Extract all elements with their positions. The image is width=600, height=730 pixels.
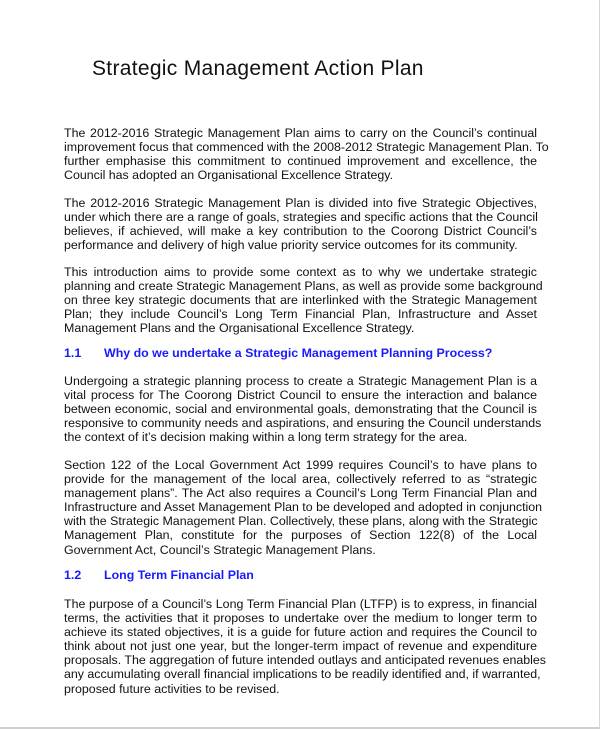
text-line: provide for the management of the local area, collectively referred to as “strategic bbox=[64, 472, 537, 487]
paragraph-intro-1 bbox=[64, 126, 549, 183]
text-line: proposed future activities to be revised. bbox=[64, 681, 280, 696]
text-line: believes, if achieved, will make a key contribution to the Coorong District Council’s bbox=[64, 224, 537, 239]
text-line: planning and create Strategic Management Plans, as well as provide some background bbox=[64, 279, 543, 294]
text-line: Council has adopted an Organisational Excellence Strategy. bbox=[64, 168, 394, 183]
text-line: any accumulating overall financial implications to be readily identified and, if warranted, bbox=[64, 667, 541, 682]
section-number: 1.1 bbox=[64, 346, 82, 360]
text-line: performance and delivery of high value priority service outcomes for its community. bbox=[64, 238, 518, 253]
text-line: Management Plan, constitute for the purposes of Section 122(8) of the Local bbox=[64, 528, 537, 543]
text-line: proposals. The aggregation of future intended outlays and anticipated revenues enables bbox=[64, 653, 546, 668]
text-line: under which there are a range of goals, strategies and specific actions that the Council bbox=[64, 210, 538, 225]
text-line: think about not just one year, but the longer-term impact of revenue and expenditure bbox=[64, 639, 537, 654]
section-heading-1-2 bbox=[64, 568, 254, 582]
page-title: Strategic Management Action Plan bbox=[92, 57, 424, 80]
text-line: vital process for The Coorong District Council to ensure the interaction and balance bbox=[64, 388, 537, 403]
text-line: The purpose of a Council’s Long Term Financial Plan (LTFP) is to express, in financial bbox=[64, 597, 537, 611]
section-heading-1-1 bbox=[64, 346, 492, 360]
paragraph-intro-2 bbox=[64, 196, 537, 252]
paragraph-section-1-2 bbox=[64, 597, 546, 696]
text-line: terms, the activities that it proposes to undertake over the medium to longer term to bbox=[64, 611, 537, 626]
text-line: achieve its stated objectives, it is a guide for future action and requires the Council to bbox=[64, 625, 537, 640]
text-line: Undergoing a strategic planning process to create a Strategic Management Plan is a bbox=[64, 374, 537, 388]
section-title: Why do we undertake a Strategic Management Planning Process? bbox=[104, 346, 493, 360]
text-line: Section 122 of the Local Government Act 1999 requires Council’s to have plans to bbox=[64, 458, 537, 472]
text-line: Plan; they include Council’s Long Term Financial Plan, Infrastructure and Asset bbox=[64, 307, 537, 322]
text-line: Government Act, Council’s Strategic Management Plans. bbox=[64, 542, 376, 557]
text-line: management plans”. The Act also requires a Council’s Long Term Financial Plan and bbox=[64, 486, 537, 501]
text-line: Management Plans and the Organisational Excellence Strategy. bbox=[64, 321, 415, 336]
text-line: The 2012-2016 Strategic Management Plan is divided into five Strategic Objectives, bbox=[64, 196, 537, 210]
text-line: The 2012-2016 Strategic Management Plan aims to carry on the Council’s continual bbox=[64, 126, 537, 140]
section-title: Long Term Financial Plan bbox=[104, 568, 254, 582]
text-line: This introduction aims to provide some context as to why we undertake strategic bbox=[64, 265, 537, 279]
text-line: the context of it’s decision making within a long term strategy for the area. bbox=[64, 430, 468, 445]
text-line: further emphasise this commitment to continued improvement and excellence, the bbox=[64, 154, 537, 169]
text-line: on three key strategic documents that are interlinked with the Strategic Management bbox=[64, 293, 537, 308]
paragraph-section-1-1-a bbox=[64, 374, 542, 445]
paragraph-intro-3 bbox=[64, 265, 543, 336]
paragraph-section-1-1-b bbox=[64, 458, 543, 557]
text-line: Infrastructure and Asset Management Plan to be developed and adopted in conjunction bbox=[64, 500, 543, 515]
text-line: with the Strategic Management Plan. Collectively, these plans, along with the Strategic bbox=[64, 514, 538, 529]
section-number: 1.2 bbox=[64, 568, 82, 582]
text-line: between economic, social and environmental goals, demonstrating that the Council is bbox=[64, 402, 537, 417]
text-line: improvement focus that commenced with the 2008-2012 Strategic Management Plan. To bbox=[64, 140, 549, 155]
text-line: responsive to community needs and aspirations, and ensuring the Council understands bbox=[64, 416, 542, 431]
